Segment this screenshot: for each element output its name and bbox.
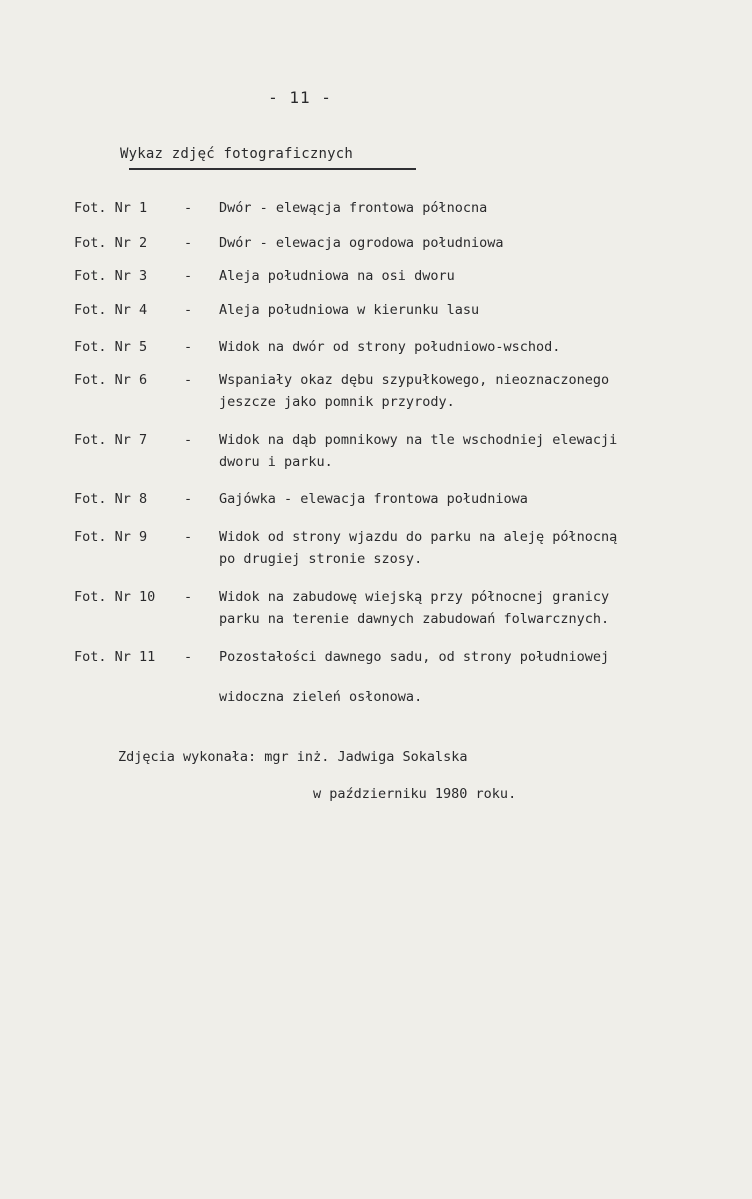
photo-entry-description: [219, 488, 744, 510]
credits-author: Zdjęcia wykonała: mgr inż. Jadwiga Sokalska: [118, 749, 468, 765]
photo-entry-label: Fot. Nr 8: [74, 491, 148, 507]
photo-entry-line: Dwór - elewącja frontowa północna: [219, 200, 488, 216]
photo-entry-dash: -: [184, 200, 193, 216]
photo-entry-line: Gajówka - elewacja frontowa południowa: [219, 491, 528, 507]
photo-entry-description: [219, 586, 744, 630]
list-heading: Wykaz zdjęć fotograficznych: [120, 146, 353, 162]
photo-entry-dash: -: [184, 302, 193, 318]
photo-entry-description: [219, 646, 744, 708]
photo-entry-description: [219, 299, 744, 321]
photo-entry-description: [219, 265, 744, 287]
photo-entry-dash: -: [184, 432, 193, 448]
photo-entry-description: [219, 369, 744, 413]
photo-entry-dash: -: [184, 649, 193, 665]
photo-entry-line: Aleja południowa na osi dworu: [219, 268, 455, 284]
photo-entry-line: dworu i parku.: [219, 454, 333, 470]
photo-entry-label: Fot. Nr 9: [74, 529, 148, 545]
photo-entry-description: [219, 336, 744, 358]
photo-entry-description: [219, 197, 744, 219]
photo-entry-label: Fot. Nr 2: [74, 235, 148, 251]
photo-entry-label: Fot. Nr 10: [74, 589, 156, 605]
photo-entry-line: Widok od strony wjazdu do parku na aleję północną: [219, 529, 618, 545]
photo-entry-line: Widok na dąb pomnikowy na tle wschodniej elewacji: [219, 432, 618, 448]
photo-entry-label: Fot. Nr 6: [74, 372, 148, 388]
photo-entry-line: Wspaniały okaz dębu szypułkowego, nieoznaczonego: [219, 372, 610, 388]
photo-entry-label: Fot. Nr 3: [74, 268, 148, 284]
photo-entry-dash: -: [184, 589, 193, 605]
heading-underline: [129, 168, 416, 170]
photo-entry-line: Widok na zabudowę wiejską przy północnej granicy: [219, 589, 610, 605]
photo-entry-line: widoczna zieleń osłonowa.: [219, 689, 423, 705]
photo-entry-line: Pozostałości dawnego sadu, od strony południowej: [219, 649, 610, 665]
photo-entry-label: Fot. Nr 11: [74, 649, 156, 665]
photo-entry-dash: -: [184, 491, 193, 507]
credits-date: w październiku 1980 roku.: [313, 786, 517, 802]
photo-entry-line: parku na terenie dawnych zabudowań folwarcznych.: [219, 611, 610, 627]
photo-entry-label: Fot. Nr 1: [74, 200, 148, 216]
photo-entry-dash: -: [184, 268, 193, 284]
photo-entry-label: Fot. Nr 4: [74, 302, 148, 318]
page-number: - 11 -: [268, 88, 332, 107]
photo-entry-label: Fot. Nr 5: [74, 339, 148, 355]
photo-entry-description: [219, 526, 744, 570]
photo-entry-description: [219, 429, 744, 473]
photo-entry-dash: -: [184, 529, 193, 545]
photo-entry-line: Widok na dwór od strony południowo-wschod.: [219, 339, 561, 355]
photo-entry-line: Dwór - elewacja ogrodowa południowa: [219, 235, 504, 251]
photo-entry-dash: -: [184, 339, 193, 355]
photo-entry-dash: -: [184, 235, 193, 251]
photo-entry-label: Fot. Nr 7: [74, 432, 148, 448]
photo-entry-description: [219, 232, 744, 254]
photo-entry-line: jeszcze jako pomnik przyrody.: [219, 394, 455, 410]
photo-entry-dash: -: [184, 372, 193, 388]
photo-entry-line: Aleja południowa w kierunku lasu: [219, 302, 480, 318]
photo-entry-line: po drugiej stronie szosy.: [219, 551, 423, 567]
